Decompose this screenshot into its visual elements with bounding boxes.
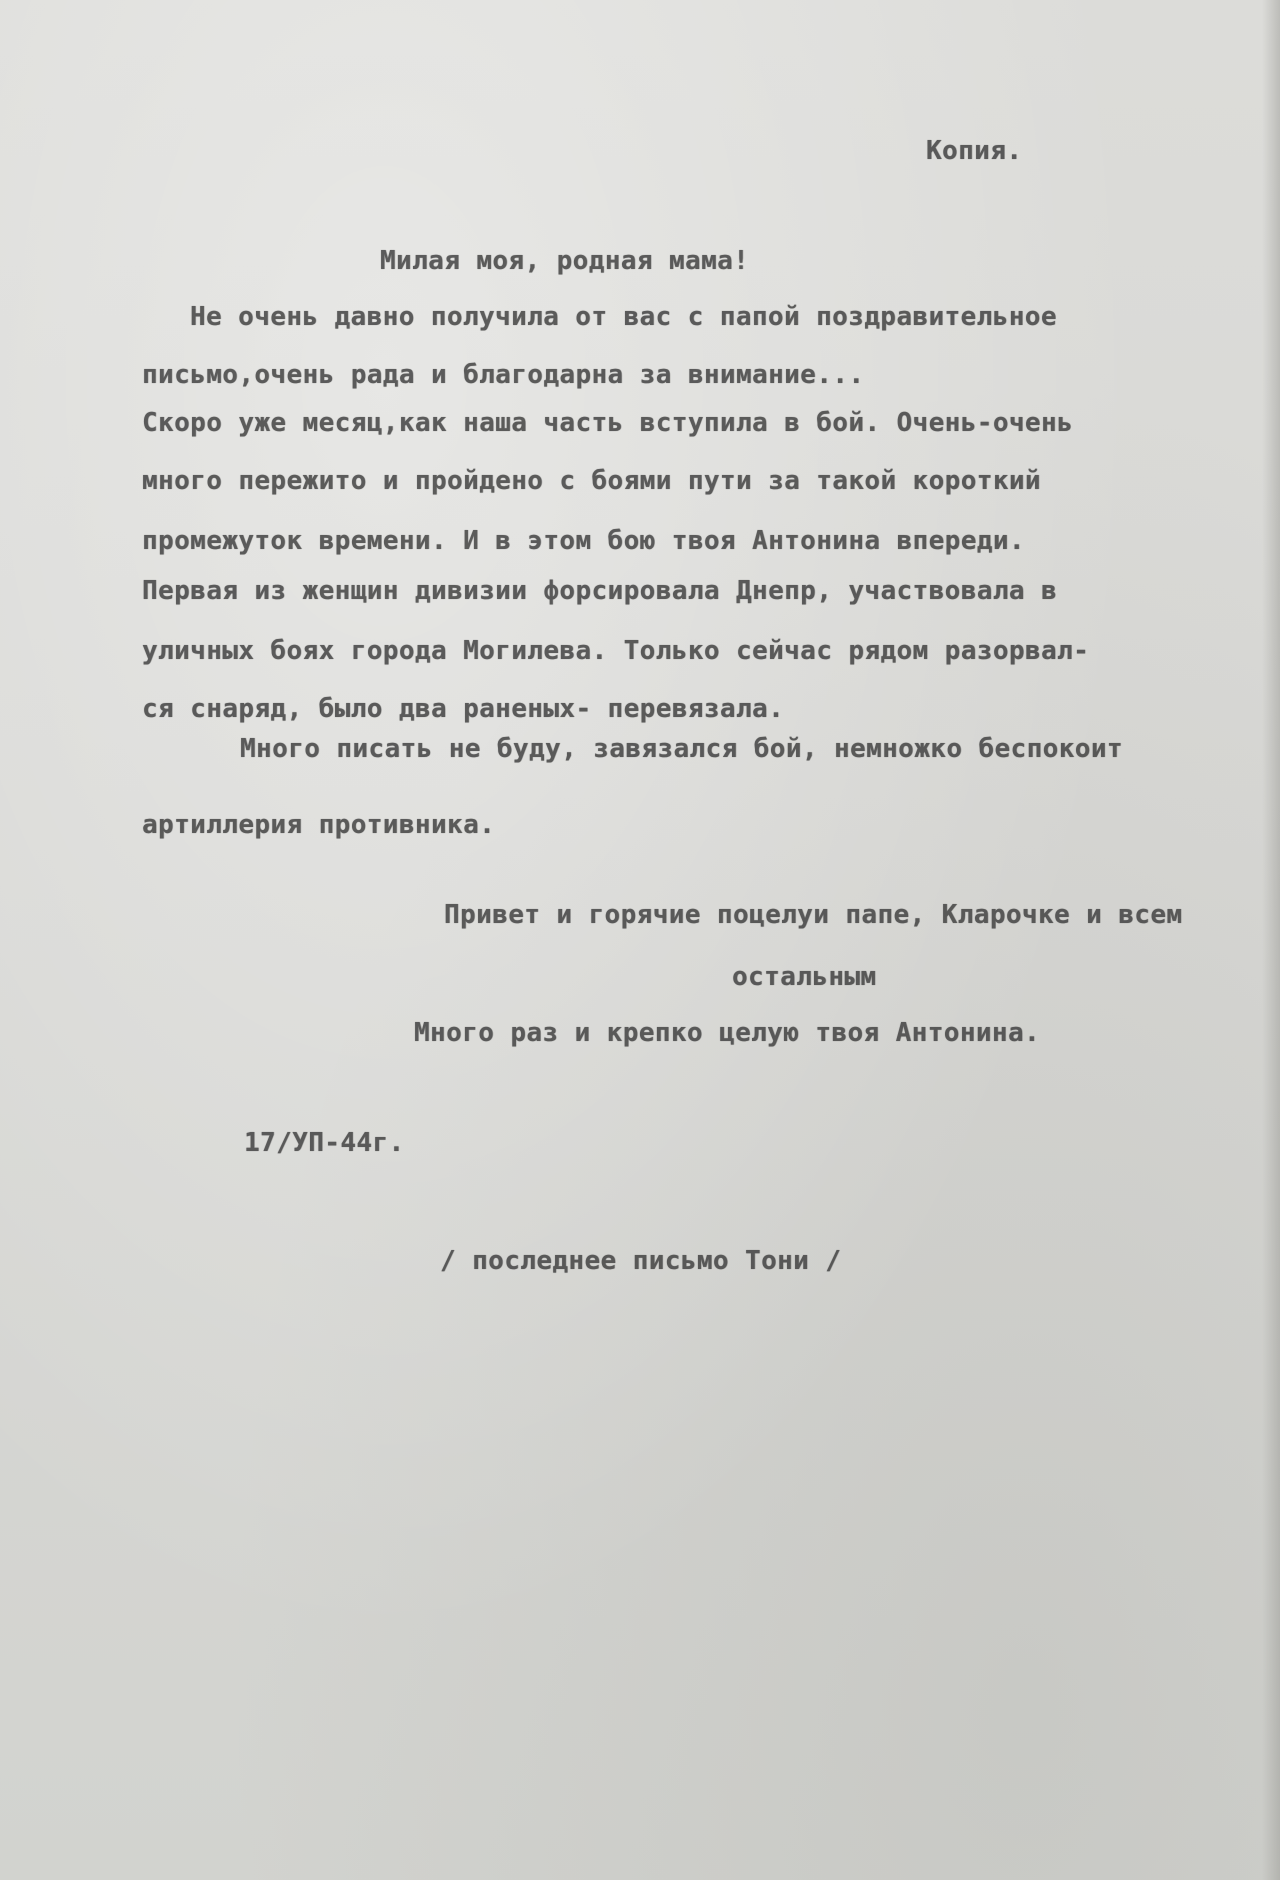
body-line-6: Первая из женщин дивизии форсировала Днепр, участвовала в — [142, 576, 1058, 606]
body-line-4: много пережито и пройдено с боями пути за такой короткий — [142, 466, 1041, 496]
copy-mark: Копия. — [926, 136, 1023, 166]
body-line-3: Скоро уже месяц,как наша часть вступила в бой. Очень-очень — [142, 408, 1074, 438]
date: 17/УП-44г. — [244, 1128, 405, 1158]
paper-edge-shadow — [1262, 0, 1280, 1880]
closing-line-1: Привет и горячие поцелуи папе, Кларочке и всем — [444, 900, 1183, 930]
body-line-5: промежуток времени. И в этом бою твоя Антонина впереди. — [142, 526, 1025, 556]
body-line-7: уличных боях города Могилева. Только сейчас рядом разорвал- — [142, 636, 1090, 666]
salutation: Милая моя, родная мама! — [380, 246, 750, 276]
body-line-10: артиллерия противника. — [142, 810, 496, 840]
body-line-8: ся снаряд, было два раненых- перевязала. — [142, 694, 785, 724]
body-line-9: Много писать не буду, завязался бой, немножко беспокоит — [240, 734, 1123, 764]
footnote: / последнее письмо Тони / — [440, 1246, 842, 1276]
signature: Много раз и крепко целую твоя Антонина. — [414, 1018, 1041, 1048]
closing-line-2: остальным — [732, 962, 877, 992]
body-line-1: Не очень давно получила от вас с папой поздравительное — [190, 302, 1057, 332]
body-line-2: письмо,очень рада и благодарна за внимание... — [142, 360, 865, 390]
